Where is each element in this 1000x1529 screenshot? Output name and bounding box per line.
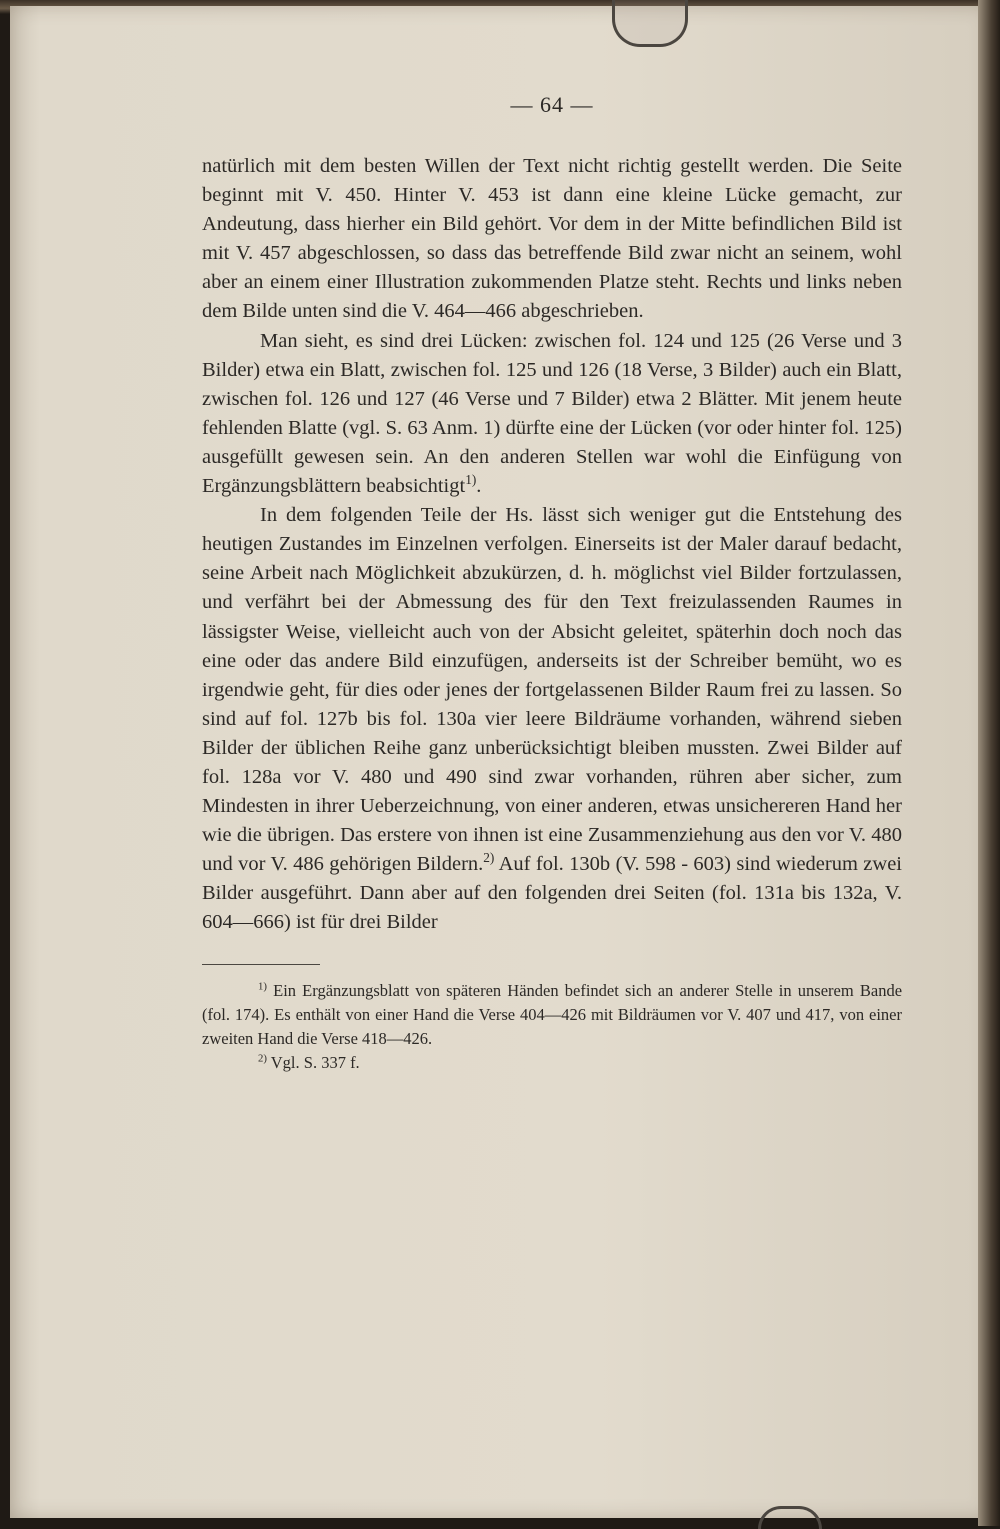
page-number: — 64 — bbox=[510, 92, 594, 117]
footnote-ref-2[interactable]: 2) bbox=[483, 850, 495, 866]
paragraph-2-end: . bbox=[476, 475, 482, 498]
footnotes bbox=[202, 979, 902, 1075]
page-text bbox=[202, 92, 902, 1075]
paragraph-3-text: In dem folgenden Teile der Hs. lässt sich weniger gut die Entstehung des heutigen Zustandes im Einzelnen verfolgen. Einerseits ist der Maler darauf bedacht, seine Arbeit nach Möglichkeit abzukürzen, d. h. möglichst viel Bilder fortzulassen, und verfährt bei der Abmessung des für den Text freizulassenden Raumes in lässigster Weise, vielleicht auch von der Absicht geleitet, späterhin doch noch das eine oder das andere Bild einzufügen, anderseits ist der Schreiber bemüht, wo es irgendwie geht, für dies oder jenes der fortgelassenen Bilder Raum frei zu lassen. So sind auf fol. 127b bis fol. 130a vier leere Bildräume vorhanden, während sieben Bilder der üblichen Reihe ganz unberücksichtigt bleiben mussten. Zwei Bilder auf fol. 128a vor V. 480 und 490 sind zwar vorhanden, rühren aber sicher, zum Mindesten in ihrer Ueberzeichnung, von einer anderen, etwas unsichereren Hand her wie die übrigen. Das erstere von ihnen ist eine Zusammenziehung aus den vor V. 480 und vor V. 486 gehörigen Bildern. bbox=[202, 504, 902, 876]
paragraph-2-text: Man sieht, es sind drei Lücken: zwischen fol. 124 und 125 (26 Verse und 3 Bilder) etwa ein Blatt, zwischen fol. 125 und 126 (18 Verse, 3 Bilder) auch ein Blatt, zwischen fol. 126 und 127 (46 Verse und 7 Bilder) etwa 2 Blätter. Mit jenem heute fehlenden Blatte (vgl. S. 63 Anm. 1) dürfte eine der Lücken (vor oder hinter fol. 125) ausgefüllt gewesen sein. An den anderen Stellen war wohl die Einfügung von Ergänzungsblättern beabsichtigt bbox=[202, 329, 902, 498]
paragraph-3-cont: Auf fol. 130b (V. 598 - 603) sind wiederum zwei Bilder ausgeführt. Dann aber auf den folgenden drei Seiten (fol. 131a bis 132a, V. 604—666) ist für drei Bilder bbox=[202, 853, 902, 934]
footnote-mark-1: 1) bbox=[258, 980, 267, 993]
footnote-rule bbox=[202, 964, 320, 965]
clip-top-icon bbox=[612, 0, 688, 47]
footnote-2-text: Vgl. S. 337 f. bbox=[270, 1052, 360, 1072]
footnote-mark-2: 2) bbox=[258, 1052, 267, 1065]
footnote-1 bbox=[202, 979, 902, 1051]
book-edge-right bbox=[978, 0, 1000, 1526]
body-text bbox=[202, 152, 902, 938]
paragraph-1: natürlich mit dem besten Willen der Text nicht richtig gestellt werden. Die Seite beginnt mit V. 450. Hinter V. 453 ist dann eine kleine Lücke gemacht, zur Andeutung, dass hierher ein Bild gehört. Vor dem in der Mitte befindlichen Bild ist mit V. 457 abgeschlossen, so dass das betreffende Bild zwar nicht an seinem, wohl aber an einem einer Illustration zukommenden Platze steht. Rechts und links neben dem Bilde unten sind die V. 464—466 abgeschrieben. bbox=[202, 155, 902, 323]
footnote-1-text: Ein Ergänzungsblatt von späteren Händen befindet sich an anderer Stelle in unserem Bande (fol. 174). Es enthält von einer Hand die Verse 404—426 mit Bildräumen vor V. 407 und 417, von einer zweiten Hand die Verse 418—426. bbox=[202, 980, 903, 1048]
paragraph-3 bbox=[202, 501, 902, 937]
paragraph-2 bbox=[202, 327, 902, 502]
footnote-ref-1[interactable]: 1) bbox=[465, 472, 477, 488]
footnote-2 bbox=[202, 1051, 902, 1075]
